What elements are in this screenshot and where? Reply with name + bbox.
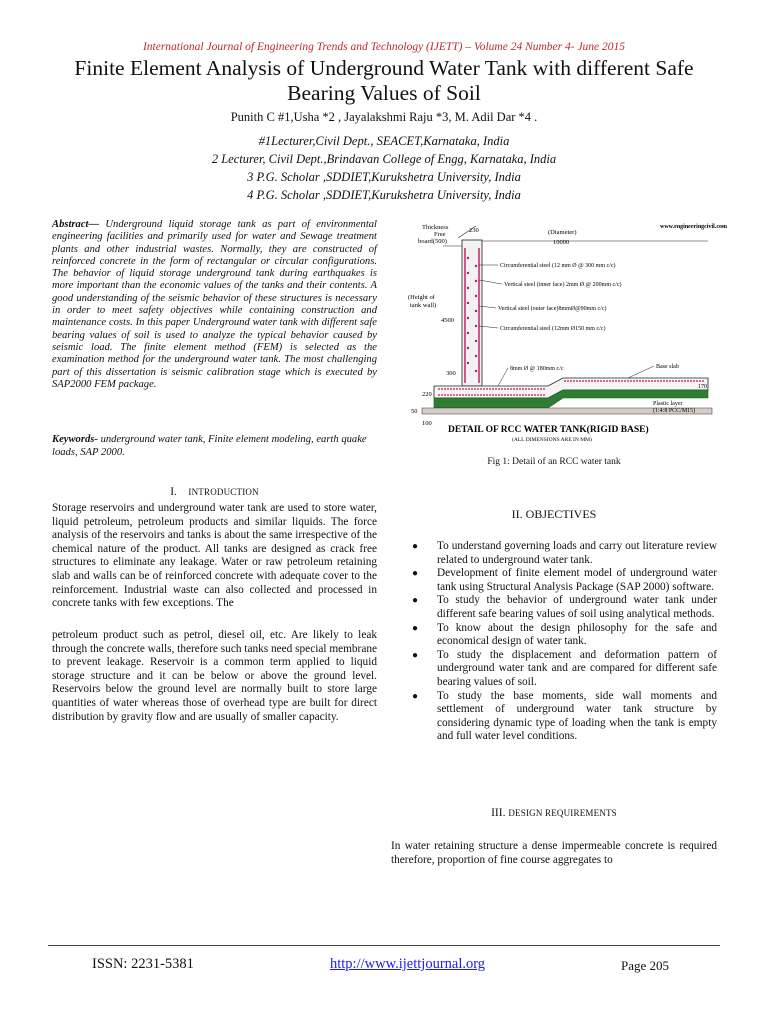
- keywords: [52, 434, 377, 459]
- fig-label-230: 230: [469, 227, 479, 234]
- list-item: ● To study the behavior of underground water tank under different safe bearing values of soil using analytical methods.: [412, 594, 717, 620]
- fig-label-height-2: tank wall): [410, 302, 437, 309]
- bullet-icon: ●: [412, 541, 419, 552]
- fig-label-circ-steel-bot: Circumferential steel (12mm Ø150 mm c/c): [500, 326, 606, 332]
- keywords-text: underground water tank, Finite element modeling, earth quake loads, SAP 2000.: [52, 434, 367, 458]
- fig-label-4500: 4500: [441, 317, 454, 324]
- list-item: ● To study the displacement and deformation pattern of underground water tank and are compared for different safe bearing values of soil.: [412, 648, 717, 688]
- section-heading-objectives: II. OBJECTIVES: [511, 507, 597, 521]
- fig-label-board: board(500): [418, 238, 447, 245]
- footer-page-number: Page 205: [621, 958, 670, 973]
- fig-title: DETAIL OF RCC WATER TANK(RIGID BASE): [448, 425, 649, 435]
- rcc-water-tank-figure: [398, 218, 727, 443]
- fig-label-diameter: (Diameter): [548, 229, 577, 236]
- fig-label-170: 170: [698, 384, 707, 390]
- affiliation-2: 2 Lecturer, Civil Dept.,Brindavan College of Engg, Karnataka, India: [211, 152, 557, 166]
- list-item: ● To understand governing loads and carry out literature review related to underground water tank.: [412, 540, 717, 566]
- fig-label-base-slab: Base slab: [656, 364, 679, 370]
- fig-label-plastic-2: (1:4:8 PCC/M15): [653, 408, 696, 414]
- author-list: Punith C #1,Usha *2 , Jayalakshmi Raju *3, M. Adil Dar *4 .: [230, 110, 538, 124]
- bullet-icon: ●: [412, 622, 419, 634]
- fig-label-300: 300: [446, 370, 456, 377]
- fig-label-50: 50: [411, 408, 418, 415]
- fig-label-base-bar: 8mm Ø @ 180mm c/c: [510, 366, 564, 372]
- fig-subtitle: (ALL DIMENSIONS ARE IN MM): [512, 437, 592, 443]
- fig-label-100: 100: [422, 420, 432, 427]
- list-item: ● To know about the design philosophy for the safe and economical design of water tank.: [412, 621, 717, 648]
- fig-label-plastic-1: Plastic layer: [653, 401, 683, 407]
- bullet-icon: ●: [412, 568, 419, 580]
- footer-issn: ISSN: 2231-5381: [92, 956, 194, 972]
- fig-label-circ-steel-top: Circumferential steel (12 mm Ø @ 300 mm c/c): [500, 263, 616, 269]
- abstract-label: Abstract—: [52, 219, 100, 230]
- fig-label-10000: 10000: [553, 239, 570, 246]
- introduction-paragraph-2: petroleum product such as petrol, diesel oil, etc. Are likely to leak through the concrete walls, therefore such tanks need special membrane to prevent leakage. Reservoir is a common term applied to liquid storage structure and it can be below or above the ground level. Reservoirs below the ground level are normally built to store large quantities of water whereas those of overhead type are built for direct distribution by gravity flow and are usually of smaller capacity.: [52, 629, 377, 723]
- section-number: I.: [170, 486, 177, 498]
- section-heading-design: [391, 807, 717, 819]
- design-paragraph: In water retaining structure a dense impermeable concrete is required therefore, proportion of fine course aggregates to: [391, 840, 717, 866]
- fig-label-thickness: Thickness: [422, 224, 449, 231]
- affiliation-1: #1Lecturer,Civil Dept., SEACET,Karnataka, India: [258, 134, 510, 148]
- paper-title: Finite Element Analysis of Underground Water Tank with different Safe Bearing Values of Soil: [74, 56, 694, 105]
- fig-label-vert-inner: Vertical steel (inner face) 2mm Ø @ 200mm c/c): [504, 282, 622, 288]
- fig-label-free: Free: [434, 231, 446, 238]
- journal-header: International Journal of Engineering Trends and Technology (IJETT) – Volume 24 Number 4- June 2015: [142, 41, 626, 53]
- footer-journal-link[interactable]: http://www.ijettjournal.org: [330, 956, 486, 972]
- introduction-paragraph-1: Storage reservoirs and underground water tank are used to store water, liquid petroleum, petroleum products and similar liquids. The force analysis of the reservoirs and tanks is about the same irrespective of the chemical nature of the product. All tanks are designed as crack free structures to eliminate any leakage. Water or raw petroleum retaining slab and walls can be of reinforced concrete with adequate cover to the reinforcement. Industrial waste can also collected and processed in concrete tanks with few exceptions. The: [52, 502, 377, 610]
- abstract-text: Underground liquid storage tank as part of environmental engineering facilities and primarily used for water and Sewage treatment plants and other industrial wastes. Normally, they are constructed of reinforced concrete in the form of rectangular or circular configurations. The behavior of liquid storage underground tank during earthquakes is more important than the economic values of the tanks and their contents. A good understanding of the seismic behavior of these structures is necessary in order to meet safety objectives while containing construction and maintenance costs. In this paper Underground water tank with different safe bearing values of soil is used to analyze the typical behavior caused by seismic load. The finite element method (FEM) is selected as the examination method for the underground water tank. The most challenging part of this dissertation is seismic calibration stage which is executed by SAP2000 FEM package.: [52, 219, 377, 390]
- affiliation-3: 3 P.G. Scholar ,SDDIET,Kurukshetra University, India: [247, 170, 521, 184]
- bullet-icon: ●: [412, 595, 419, 607]
- bullet-icon: ●: [412, 649, 419, 661]
- keywords-label: Keywords-: [52, 434, 98, 445]
- section-number: III.: [491, 807, 506, 819]
- section-heading-introduction: [52, 486, 377, 498]
- footer-divider: [48, 945, 720, 946]
- affiliation-4: 4 P.G. Scholar ,SDDIET,Kurukshetra University, India: [247, 188, 521, 202]
- list-item: ● To study the base moments, side wall moments and settlement of underground water tank structure by considering dynamic type of loading when the tank is empty and full water level conditions.: [412, 689, 717, 743]
- figure-caption: Fig 1: Detail of an RCC water tank: [487, 457, 621, 467]
- fig-label-height-1: (Height of: [408, 294, 435, 301]
- section-title: DESIGN REQUIREMENTS: [508, 808, 617, 818]
- list-item: ● Development of finite element model of underground water tank using Structural Analysis Package (SAP 2000) software.: [412, 567, 717, 593]
- fig-label-vert-outer: Vertical steel (outer face)8mmØ@90mm c/c): [498, 306, 607, 312]
- fig-label-220: 220: [422, 391, 432, 398]
- section-title: INTRODUCTION: [188, 487, 259, 497]
- objectives-list: [391, 540, 717, 744]
- fig-site: www.engineeringcivil.com: [660, 224, 727, 230]
- abstract: [52, 219, 377, 391]
- bullet-icon: ●: [412, 690, 419, 702]
